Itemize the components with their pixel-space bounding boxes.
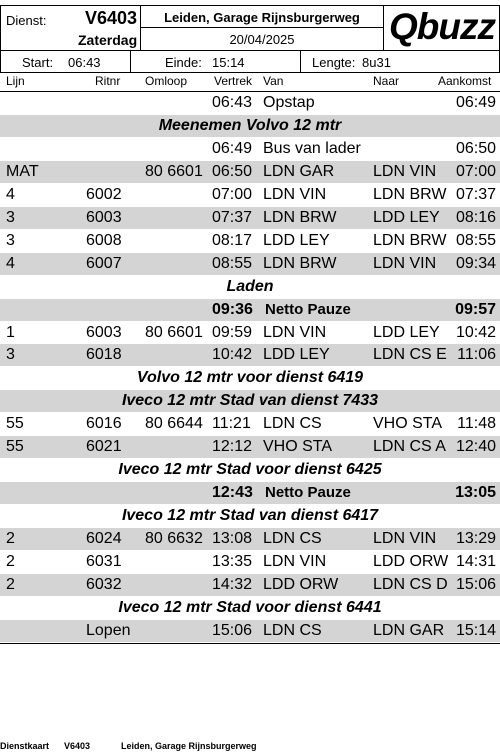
cell-lijn: 2 (6, 575, 15, 593)
cell-naar: LDD LEY (373, 208, 440, 226)
cell-naar: LDN CS D (373, 575, 448, 593)
cell-van: LDN CS (263, 415, 322, 433)
cell-lijn: 2 (6, 553, 15, 570)
cell-ritnr: 6007 (86, 254, 122, 272)
cell-aankomst: 06:49 (455, 94, 496, 111)
cell-van: LDN CS (263, 621, 322, 639)
trip-row (0, 620, 500, 642)
cell-van: LDD LEY (263, 231, 330, 249)
cell-aankomst: 12:40 (455, 438, 496, 456)
cell-ritnr: 6003 (86, 208, 122, 226)
cell-vertrek: 13:08 (212, 530, 253, 548)
dienst-label: Dienst: (6, 13, 47, 28)
pause-end: 09:57 (455, 300, 496, 318)
col-lijn: Lijn (6, 74, 25, 88)
trip-row (0, 322, 500, 344)
section-title: Laden (226, 277, 274, 295)
cell-aankomst: 15:06 (455, 575, 496, 593)
pause-start: 12:43 (212, 484, 253, 502)
trip-row (0, 207, 500, 229)
cell-naar: LDN VIN (373, 254, 437, 272)
einde-label: Einde: (165, 55, 202, 70)
section-title: Iveco 12 mtr Stad van dienst 6417 (121, 507, 379, 525)
cell-lijn: 55 (6, 438, 24, 456)
pause-label: Netto Pauze (265, 484, 351, 502)
cell-omloop: 80 6644 (145, 415, 203, 433)
cell-van: LDN CS (263, 530, 322, 548)
service-date: 20/04/2025 (229, 32, 295, 47)
col-aankomst: Aankomst (438, 74, 492, 88)
cell-naar: LDN BRW (373, 185, 447, 203)
cell-naar: LDN VIN (373, 162, 437, 180)
cell-omloop: 80 6601 (145, 323, 203, 341)
cell-lijn: 55 (6, 415, 24, 433)
trip-row (0, 344, 500, 366)
cell-aankomst: 15:14 (455, 621, 496, 639)
cell-vertrek: 09:59 (212, 323, 253, 341)
cell-ritnr: 6032 (86, 575, 122, 593)
cell-aankomst: 09:34 (455, 254, 496, 272)
cell-aankomst: 11:06 (457, 346, 496, 364)
cell-ritnr: Lopen (86, 621, 131, 639)
cell-van: Bus van lader (263, 139, 361, 157)
garage-location: Leiden, Garage Rijnsburgerweg (164, 10, 360, 25)
cell-ritnr: 6002 (86, 185, 122, 203)
cell-lijn: 4 (6, 254, 15, 272)
cell-aankomst: 07:37 (455, 185, 496, 203)
cell-vertrek: 14:32 (212, 575, 253, 593)
pause-row (0, 299, 500, 321)
footer-dienst: V6403 (64, 741, 91, 751)
cell-naar: LDN GAR (373, 621, 445, 639)
cell-aankomst: 08:16 (455, 208, 496, 226)
footer-location: Leiden, Garage Rijnsburgerweg (121, 741, 257, 751)
lengte-value: 8u31 (362, 55, 391, 70)
cell-ritnr: 6003 (86, 323, 122, 341)
einde-value: 15:14 (212, 55, 245, 70)
cell-naar: LDN VIN (373, 530, 437, 548)
cell-lijn: 3 (6, 208, 15, 226)
cell-van: LDN BRW (263, 208, 337, 226)
pause-start: 09:36 (212, 300, 253, 318)
trip-row (0, 92, 500, 114)
cell-vertrek: 11:21 (212, 415, 251, 433)
trip-row (0, 574, 500, 596)
cell-ritnr: 6016 (86, 415, 122, 433)
trip-row (0, 528, 500, 550)
section-title: Meenemen Volvo 12 mtr (0, 115, 500, 137)
cell-ritnr: 6008 (86, 231, 122, 249)
cell-van: LDD ORW (263, 575, 339, 593)
cell-vertrek: 06:50 (212, 162, 253, 180)
cell-vertrek: 06:43 (212, 94, 253, 111)
cell-vertrek: 08:17 (212, 231, 253, 249)
col-van: Van (263, 74, 284, 88)
cell-aankomst: 14:31 (455, 553, 496, 570)
cell-lijn: 3 (6, 231, 15, 249)
cell-aankomst: 13:29 (455, 530, 496, 548)
cell-aankomst: 10:42 (455, 323, 496, 341)
trip-row (0, 161, 500, 183)
cell-naar: LDD ORW (373, 553, 449, 570)
cell-lijn: 4 (6, 185, 15, 203)
col-omloop: Omloop (145, 74, 188, 88)
footer-label: Dienstkaart (0, 741, 50, 751)
qbuzz-logo: Qbuzz (389, 6, 495, 47)
pause-row (0, 482, 500, 504)
cell-van: LDD LEY (263, 346, 330, 364)
trip-row (0, 230, 500, 252)
cell-lijn: 1 (6, 323, 15, 341)
column-header-row (0, 73, 500, 91)
cell-vertrek: 06:49 (212, 139, 253, 157)
trip-row (0, 138, 500, 160)
trip-row (0, 413, 500, 435)
trip-row (0, 436, 500, 458)
cell-naar: LDN CS E (373, 346, 447, 364)
cell-van: LDN VIN (263, 323, 327, 341)
cell-naar: VHO STA (373, 415, 443, 433)
cell-omloop: 80 6632 (145, 530, 203, 548)
cell-lijn: 3 (6, 346, 15, 364)
cell-van: LDN VIN (263, 185, 327, 203)
cell-vertrek: 07:37 (212, 208, 253, 226)
section-title: Iveco 12 mtr Stad voor dienst 6425 (118, 461, 382, 479)
section-title: Iveco 12 mtr Stad voor dienst 6441 (118, 598, 382, 616)
cell-lijn: MAT (6, 162, 39, 180)
cell-vertrek: 12:12 (212, 438, 253, 456)
pause-label: Netto Pauze (265, 300, 351, 318)
dienst-number: V6403 (85, 8, 138, 28)
lengte-label: Lengte: (312, 55, 356, 70)
cell-van: LDN VIN (263, 553, 327, 570)
col-ritnr: Ritnr (95, 74, 121, 88)
start-label: Start: (22, 55, 54, 70)
col-naar: Naar (373, 74, 400, 88)
cell-ritnr: 6021 (86, 438, 122, 456)
cell-aankomst: 06:50 (455, 139, 496, 157)
section-title: Volvo 12 mtr voor dienst 6419 (136, 369, 364, 387)
cell-ritnr: 6018 (86, 346, 122, 364)
cell-aankomst: 08:55 (455, 231, 496, 249)
cell-van: LDN BRW (263, 254, 337, 272)
cell-naar: LDD LEY (373, 323, 440, 341)
cell-naar: LDN CS A (373, 438, 446, 456)
day-label: Zaterdag (78, 32, 138, 48)
cell-van: Opstap (263, 94, 315, 111)
cell-aankomst: 11:48 (457, 415, 496, 433)
cell-vertrek: 08:55 (212, 254, 253, 272)
cell-vertrek: 07:00 (212, 185, 253, 203)
cell-ritnr: 6031 (86, 553, 122, 570)
trip-row (0, 184, 500, 206)
cell-naar: LDN BRW (373, 231, 447, 249)
pause-end: 13:05 (455, 484, 496, 502)
cell-van: LDN GAR (263, 162, 335, 180)
cell-vertrek: 10:42 (212, 346, 253, 364)
cell-aankomst: 07:00 (455, 162, 496, 180)
cell-omloop: 80 6601 (145, 162, 203, 180)
cell-vertrek: 15:06 (212, 621, 253, 639)
cell-van: VHO STA (263, 438, 333, 456)
trip-row (0, 253, 500, 275)
cell-ritnr: 6024 (86, 530, 122, 548)
col-vertrek: Vertrek (214, 74, 253, 88)
trip-row (0, 551, 500, 573)
start-value: 06:43 (68, 55, 101, 70)
cell-lijn: 2 (6, 530, 15, 548)
section-title: Iveco 12 mtr Stad van dienst 7433 (0, 390, 500, 412)
cell-vertrek: 13:35 (212, 553, 253, 570)
